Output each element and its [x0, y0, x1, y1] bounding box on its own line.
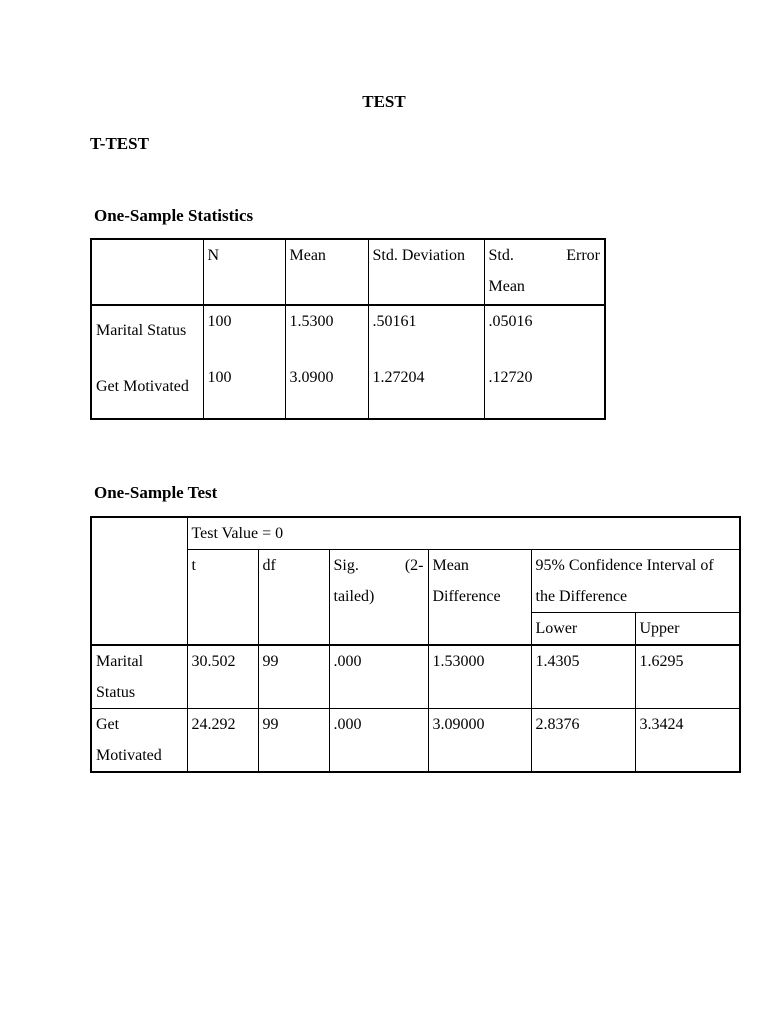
header-ci-part1: 95% Confidence Interval of [535, 557, 714, 574]
header-n: N [203, 239, 285, 305]
row-label [91, 709, 187, 773]
row-label-part2: Status [96, 684, 136, 701]
header-sig-part1: Sig. [333, 557, 359, 574]
table-row [91, 709, 740, 773]
header-sig [329, 550, 428, 646]
table-cell: 1.6295 [635, 645, 740, 709]
header-lower: Lower [531, 613, 635, 646]
test-table-caption: One-Sample Test [94, 483, 218, 502]
table-row [91, 645, 740, 709]
table-body-row [91, 305, 605, 419]
table-cell: 30.502 [187, 645, 258, 709]
stats-table-caption: One-Sample Statistics [94, 206, 254, 225]
row-label-part2: Motivated [96, 747, 162, 764]
header-upper: Upper [635, 613, 740, 646]
empty-corner-cell [91, 239, 203, 305]
sd-values-cell [368, 305, 484, 419]
table-cell: 100 [207, 313, 232, 330]
header-confidence-interval [531, 550, 740, 613]
row-label: Marital Status [96, 322, 187, 339]
mean-values-cell [285, 305, 368, 419]
section-heading: T-TEST [90, 134, 149, 153]
one-sample-test-table [90, 516, 741, 773]
table-cell: 3.09000 [428, 709, 531, 773]
table-cell: .05016 [488, 313, 533, 330]
table-cell: .000 [329, 645, 428, 709]
table-cell: 2.8376 [531, 709, 635, 773]
header-sig-part2: (2- [404, 557, 424, 574]
table-cell: 24.292 [187, 709, 258, 773]
table-cell: 1.5300 [289, 313, 334, 330]
header-mean: Mean [285, 239, 368, 305]
header-mean-difference [428, 550, 531, 646]
table-cell: 1.53000 [428, 645, 531, 709]
table-cell: 99 [258, 645, 329, 709]
header-sig-part3: tailed) [333, 588, 375, 605]
test-value-label: Test Value = 0 [187, 517, 740, 550]
header-ci-part2: the Difference [535, 588, 628, 605]
header-t: t [187, 550, 258, 646]
empty-corner-cell [91, 517, 187, 645]
one-sample-statistics-table [90, 238, 606, 420]
row-label-part1: Marital [96, 653, 144, 670]
row-label-part1: Get [96, 716, 120, 733]
table-cell: 3.0900 [289, 369, 334, 386]
document-title: TEST [362, 92, 406, 111]
table-cell: .12720 [488, 369, 533, 386]
se-values-cell [484, 305, 605, 419]
table-header-row [91, 239, 605, 305]
table-cell: .50161 [372, 313, 417, 330]
header-md-part2: Difference [432, 588, 501, 605]
row-label: Get Motivated [96, 378, 189, 395]
table-cell: 100 [207, 369, 232, 386]
header-std-deviation: Std. Deviation [368, 239, 484, 305]
table-cell: .000 [329, 709, 428, 773]
table-cell: 3.3424 [635, 709, 740, 773]
header-se-part1: Std. [488, 247, 514, 264]
header-se-part3: Mean [488, 278, 525, 295]
n-values-cell [203, 305, 285, 419]
table-cell: 99 [258, 709, 329, 773]
table-cell: 1.27204 [372, 369, 425, 386]
table-cell: 1.4305 [531, 645, 635, 709]
row-label [91, 645, 187, 709]
row-labels-cell [91, 305, 203, 419]
header-se-part2: Error [566, 247, 600, 264]
table-header-row [91, 550, 740, 613]
test-value-row [91, 517, 740, 550]
header-df: df [258, 550, 329, 646]
header-std-error-mean [484, 239, 605, 305]
header-md-part1: Mean [432, 557, 469, 574]
